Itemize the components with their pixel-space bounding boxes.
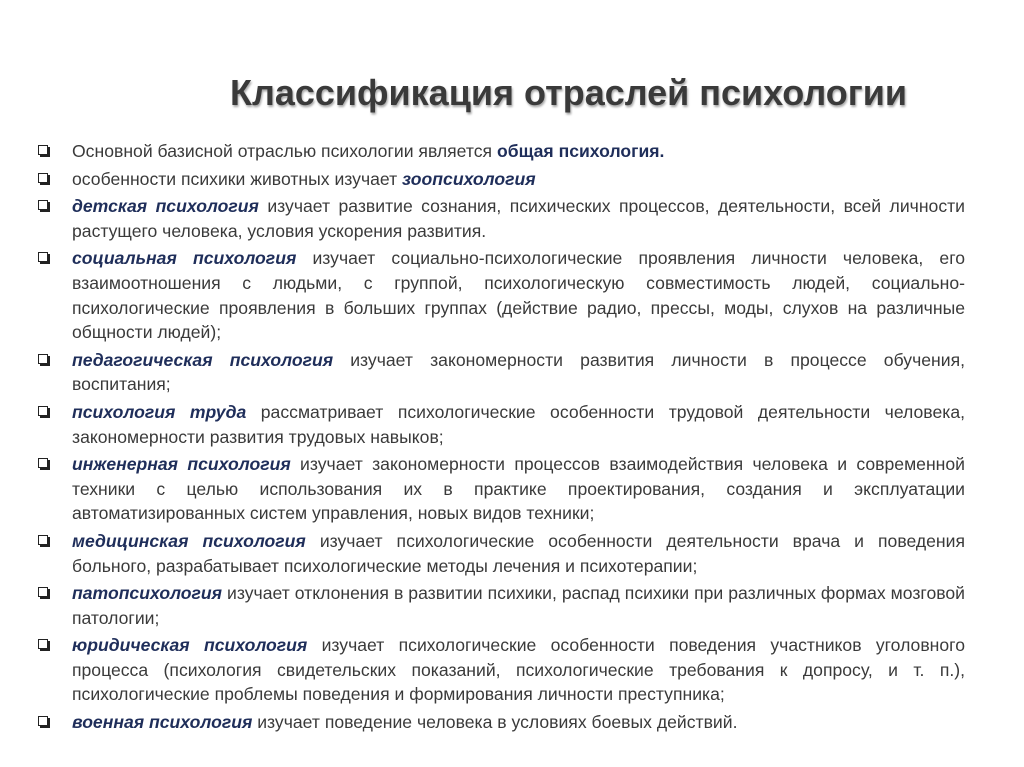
item-term: инженерная психология: [72, 454, 291, 475]
list-item: [38, 246, 965, 344]
item-term: педагогическая психология: [72, 349, 334, 370]
checkbox-bullet-icon: [38, 145, 48, 155]
checkbox-bullet-icon: [38, 354, 48, 364]
item-term: юридическая психология: [72, 635, 308, 656]
item-text: изучает отклонения в развитии психики, распад психики при различных формах мозговой патологии;: [72, 583, 965, 628]
checkbox-bullet-icon: [38, 200, 48, 210]
item-term: социальная психология: [72, 248, 297, 269]
checkbox-bullet-icon: [38, 406, 48, 416]
checkbox-bullet-icon: [38, 639, 48, 649]
list-item: [38, 529, 965, 578]
item-text: изучает закономерности развития личности в процессе обучения, воспитания;: [72, 349, 965, 395]
item-text: изучает закономерности процессов взаимодействия человека и современной техники с целью использования их в практике проектирования, создания и эксплуатации автоматизированных систем управления, новых видов техники;: [72, 454, 965, 524]
item-text: изучает поведение человека в условиях боевых действий.: [252, 712, 738, 733]
item-term: детская психология: [72, 196, 259, 217]
list-item: [38, 710, 965, 735]
item-text: рассматривает психологические особенности трудовой деятельности человека, закономерности развития трудовых навыков;: [72, 401, 965, 447]
item-term: патопсихология: [72, 583, 223, 604]
checkbox-bullet-icon: [38, 252, 48, 262]
slide-title: Классификация отраслей психологии: [230, 72, 908, 113]
item-text: изучает психологические особенности деятельности врача и поведения больного, разрабатывает психологические методы лечения и психотерапии;: [72, 530, 966, 576]
checkbox-bullet-icon: [38, 535, 48, 545]
list-item: [38, 400, 965, 449]
item-text: Основной базисной отраслью психологии является: [72, 141, 497, 161]
item-text: изучает развитие сознания, психических процессов, деятельности, всей личности растущего человека, условия ускорения развития.: [72, 196, 966, 241]
list-item: [38, 167, 965, 192]
item-term: медицинская психология: [72, 530, 306, 551]
list-item: [38, 348, 965, 397]
item-term: общая психология.: [496, 141, 665, 161]
item-text: изучает социально-психологические проявления личности человека, его взаимоотношения с людьми, с группой, психологическую совместимость людей, социально-психологические проявления в больших группах (действие радио, прессы, моды, слухов на различные общности людей);: [72, 248, 966, 343]
list-item: [38, 452, 965, 526]
list-item: [38, 633, 965, 707]
item-text: изучает психологические особенности поведения участников уголовного процесса (психология свидетельских показаний, психологические требования к допросу, и т. п.), психологические проблемы поведения и формирования личности преступника;: [72, 635, 965, 705]
branch-list: [38, 139, 965, 738]
checkbox-bullet-icon: [38, 173, 48, 183]
checkbox-bullet-icon: [38, 716, 48, 726]
checkbox-bullet-icon: [38, 458, 48, 468]
list-item: [38, 581, 965, 630]
checkbox-bullet-icon: [38, 587, 48, 597]
item-term: зоопсихология: [402, 168, 536, 189]
item-term: психология труда: [72, 401, 247, 422]
list-item: [38, 139, 965, 164]
item-term: военная психология: [72, 712, 253, 733]
list-item: [38, 194, 965, 243]
item-text: особенности психики животных изучает: [72, 168, 403, 189]
